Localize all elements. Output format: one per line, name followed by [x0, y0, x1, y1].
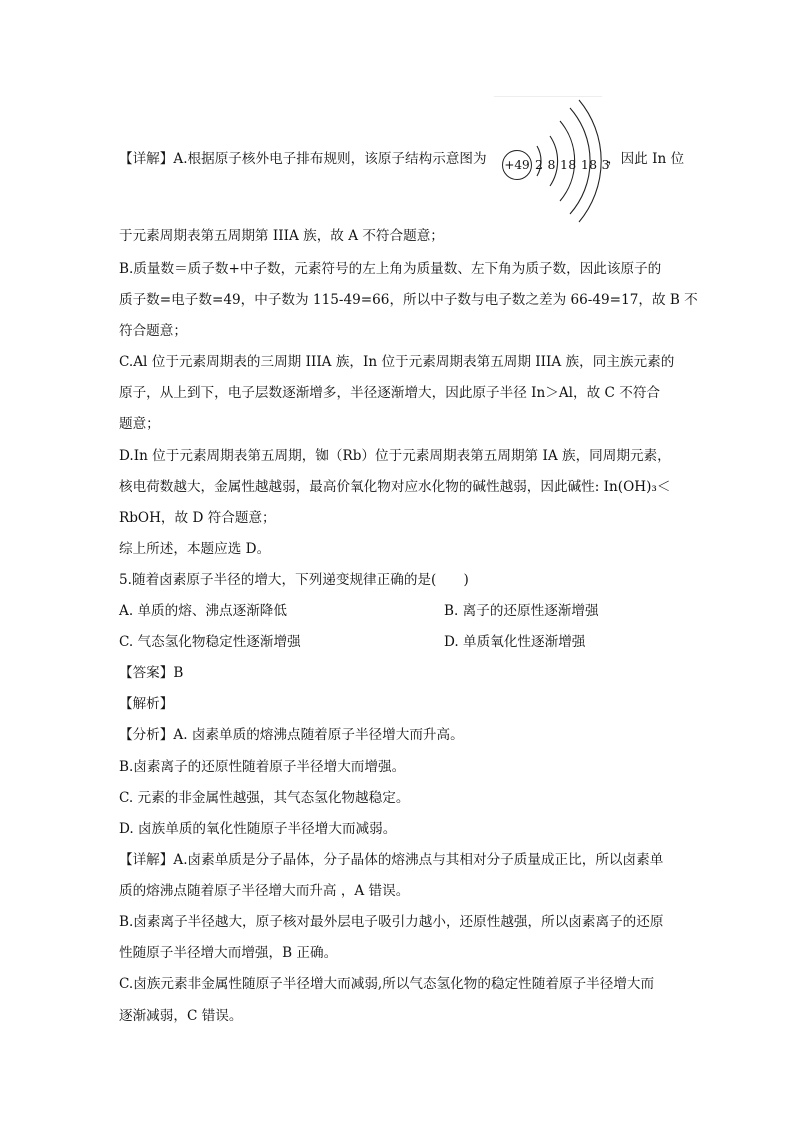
text-line: 质子数=电子数=49，中子数为 115-49=66，所以中子数与电子数之差为 66-49=17，故 B 不	[119, 292, 698, 308]
option-a: A. 单质的熔、沸点逐渐降低	[119, 603, 287, 619]
detail-a-text-before: 【详解】A.根据原子核外电子排布规则，该原子结构示意图为	[119, 151, 487, 167]
analysis-line: C. 元素的非金属性越强，其气态氢化物越稳定。	[119, 790, 410, 806]
answer-line: 【答案】B	[119, 665, 184, 681]
text-line: B.质量数＝质子数+中子数，元素符号的左上角为质量数、左下角为质子数，因此该原子的	[119, 261, 662, 277]
option-d: D. 单质氧化性逐渐增强	[444, 634, 586, 650]
analysis-heading: 【解析】	[119, 696, 174, 712]
question-stem: 5.随着卤素原子半径的增大，下列递变规律正确的是( )	[119, 572, 469, 588]
analysis-line: 【分析】A. 卤素单质的熔沸点随着原子半径增大而升高。	[119, 727, 464, 743]
text-line: 题意；	[119, 416, 160, 432]
analysis-line: B.卤素离子的还原性随着原子半径增大而增强。	[119, 759, 406, 775]
detail-line: 性随原子半径增大而增强，B 正确。	[119, 945, 338, 961]
option-b: B. 离子的还原性逐渐增强	[444, 603, 599, 619]
text-line: 符合题意；	[119, 323, 187, 339]
detail-a-line-2: 于元素周期表第五周期第 IIIA 族，故 A 不符合题意；	[119, 228, 444, 244]
electron-shell-counts: 2 8 18 18 3	[535, 157, 610, 172]
text-line: 综上所述，本题应选 D。	[119, 541, 271, 557]
text-line: D.In 位于元素周期表第五周期，铷（Rb）位于元素周期表第五周期第 IA 族，同周期元素，	[119, 448, 671, 464]
text-line: 核电荷数越大，金属性越越弱，最高价氧化物对应水化物的碱性越弱，因此碱性: In(OH)₃＜	[119, 479, 671, 495]
option-c: C. 气态氢化物稳定性逐渐增强	[119, 634, 301, 650]
nucleus-charge: +49	[504, 158, 530, 172]
detail-line: 【详解】A.卤素单质是分子晶体，分子晶体的熔沸点与其相对分子质量成正比，所以卤素单	[119, 852, 664, 868]
detail-line: 质的熔沸点随着原子半径增大而升高 ，A 错误。	[119, 883, 410, 899]
detail-line: B.卤素离子半径越大，原子核对最外层电子吸引力越小，还原性越强，所以卤素离子的还原	[119, 914, 664, 930]
detail-line: 逐渐减弱，C 错误。	[119, 1008, 243, 1024]
text-line: C.Al 位于元素周期表的三周期 IIIA 族，In 位于元素周期表第五周期 IIIA 族，同主族元素的	[119, 354, 675, 370]
text-line: RbOH，故 D 符合题意；	[119, 510, 276, 526]
analysis-line: D. 卤族单质的氧化性随原子半径增大而减弱。	[119, 821, 397, 837]
text-line: 原子，从上到下，电子层数逐渐增多，半径逐渐增大，因此原子半径 In＞Al，故 C 不符合	[119, 385, 661, 401]
detail-a-text-after: ，因此 In 位	[607, 151, 685, 167]
detail-line: C.卤族元素非金属性随原子半径增大而减弱,所以气态氢化物的稳定性随着原子半径增大而	[119, 976, 655, 992]
